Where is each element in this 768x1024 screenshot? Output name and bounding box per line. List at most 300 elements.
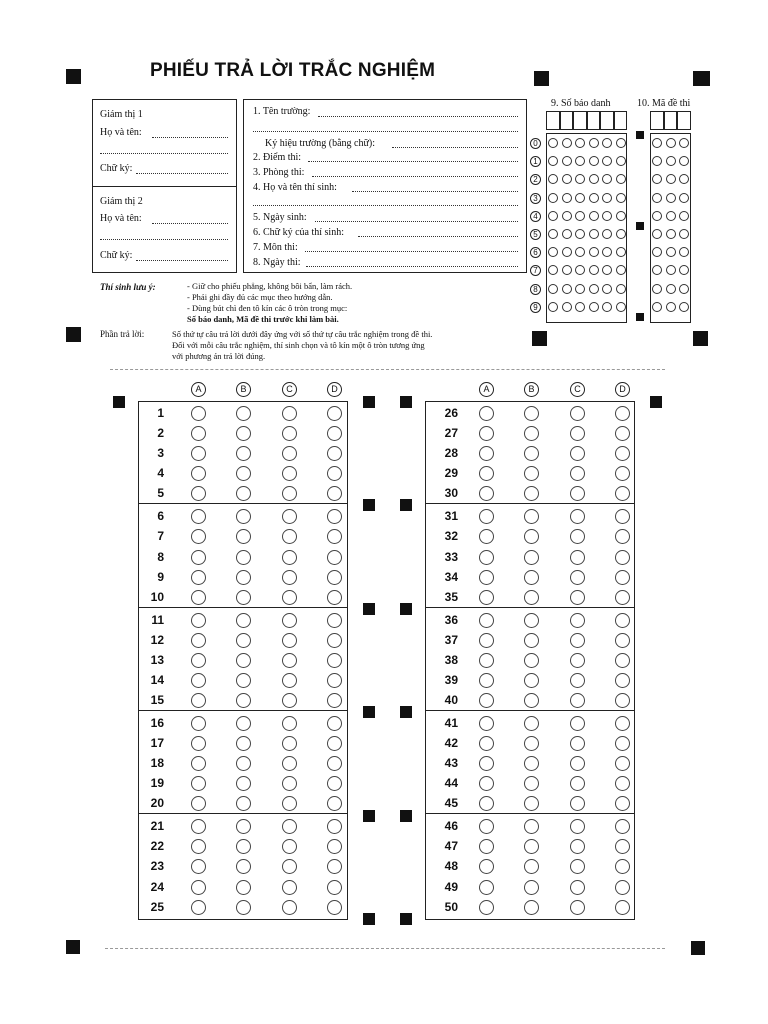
answer-bubble-d[interactable]	[615, 653, 630, 668]
answer-bubble-d[interactable]	[615, 590, 630, 605]
question-number: 27	[444, 426, 458, 441]
answer-bubble-c[interactable]	[570, 736, 585, 751]
candidate-number-write-cell[interactable]	[614, 111, 628, 130]
note-line-4: Số báo danh, Mã đề thi trước khi làm bài.	[187, 314, 339, 324]
answer-bubble-b[interactable]	[236, 570, 251, 585]
timing-mark	[400, 810, 412, 822]
candidate-number-bubble[interactable]	[548, 193, 558, 203]
candidate-signature-line[interactable]	[358, 236, 518, 237]
candidate-number-bubble[interactable]	[602, 229, 612, 239]
candidate-number-bubble[interactable]	[589, 229, 599, 239]
answer-bubble-c[interactable]	[570, 426, 585, 441]
answer-bubble-b[interactable]	[524, 736, 539, 751]
school-code-label: Ký hiệu trường (bằng chữ):	[265, 138, 375, 149]
answer-bubble-d[interactable]	[327, 756, 342, 771]
candidate-number-bubble[interactable]	[548, 211, 558, 221]
timing-mark	[66, 327, 81, 342]
candidate-number-bubble[interactable]	[562, 229, 572, 239]
question-number: 21	[150, 819, 164, 834]
answer-bubble-d[interactable]	[615, 426, 630, 441]
candidate-number-frame	[546, 133, 627, 323]
candidate-name-line[interactable]	[352, 191, 518, 192]
answer-bubble-a[interactable]	[479, 633, 494, 648]
exam-code-bubble[interactable]	[679, 138, 689, 148]
candidate-number-bubble[interactable]	[548, 138, 558, 148]
answer-bubble-d[interactable]	[327, 570, 342, 585]
answer-bubble-c[interactable]	[570, 653, 585, 668]
answer-bubble-b[interactable]	[236, 756, 251, 771]
answer-bubble-d[interactable]	[615, 570, 630, 585]
exam-code-bubble[interactable]	[652, 284, 662, 294]
digit-label: 8	[530, 284, 541, 295]
question-number: 36	[444, 612, 458, 627]
timing-mark	[400, 913, 412, 925]
answer-bubble-d[interactable]	[327, 590, 342, 605]
answer-bubble-c[interactable]	[282, 406, 297, 421]
answer-bubble-c[interactable]	[282, 693, 297, 708]
answer-bubble-b[interactable]	[236, 880, 251, 895]
candidate-number-bubble[interactable]	[562, 156, 572, 166]
candidate-name-line2[interactable]	[253, 205, 518, 206]
exam-site-line[interactable]	[308, 161, 518, 162]
answer-bubble-d[interactable]	[327, 693, 342, 708]
supervisor1-name-line[interactable]	[152, 137, 228, 138]
candidate-number-write-cell[interactable]	[573, 111, 587, 130]
answer-bubble-a[interactable]	[191, 613, 206, 628]
answer-bubble-c[interactable]	[570, 570, 585, 585]
answer-bubble-c[interactable]	[570, 406, 585, 421]
option-header-c: C	[282, 382, 297, 397]
candidate-number-bubble[interactable]	[616, 265, 626, 275]
candidate-number-bubble[interactable]	[562, 138, 572, 148]
answer-bubble-b[interactable]	[524, 716, 539, 731]
answer-intro-line-1: Số thứ tự câu trả lời dưới đây ứng với số thứ tự câu trắc nghiệm trong đề thi.	[172, 329, 433, 339]
answer-bubble-c[interactable]	[282, 550, 297, 565]
exam-code-bubble[interactable]	[666, 284, 676, 294]
answer-bubble-b[interactable]	[236, 633, 251, 648]
answer-bubble-b[interactable]	[524, 693, 539, 708]
timing-mark	[691, 941, 705, 955]
answer-bubble-b[interactable]	[524, 756, 539, 771]
question-number: 37	[444, 632, 458, 647]
exam-code-bubble[interactable]	[666, 211, 676, 221]
room-line[interactable]	[312, 176, 518, 177]
candidate-number-bubble[interactable]	[575, 229, 585, 239]
answer-bubble-c[interactable]	[282, 900, 297, 915]
answer-bubble-a[interactable]	[479, 693, 494, 708]
answer-bubble-c[interactable]	[570, 633, 585, 648]
answer-bubble-c[interactable]	[570, 693, 585, 708]
timing-mark	[693, 331, 708, 346]
group-separator	[425, 710, 635, 711]
candidate-number-bubble[interactable]	[616, 193, 626, 203]
answer-bubble-c[interactable]	[282, 756, 297, 771]
answer-bubble-b[interactable]	[524, 653, 539, 668]
answer-bubble-c[interactable]	[282, 673, 297, 688]
question-number: 8	[157, 549, 164, 564]
answer-bubble-d[interactable]	[327, 406, 342, 421]
question-number: 5	[157, 486, 164, 501]
candidate-number-bubble[interactable]	[575, 211, 585, 221]
candidate-number-bubble[interactable]	[562, 174, 572, 184]
answer-bubble-a[interactable]	[479, 716, 494, 731]
answer-bubble-a[interactable]	[191, 756, 206, 771]
candidate-number-bubble[interactable]	[589, 193, 599, 203]
dob-line[interactable]	[315, 221, 518, 222]
answer-bubble-a[interactable]	[191, 693, 206, 708]
answer-bubble-d[interactable]	[327, 880, 342, 895]
answer-bubble-b[interactable]	[236, 653, 251, 668]
exam-code-bubble[interactable]	[679, 302, 689, 312]
answer-bubble-a[interactable]	[191, 590, 206, 605]
exam-code-label: 10. Mã đề thi	[637, 98, 691, 109]
exam-code-bubble[interactable]	[666, 193, 676, 203]
supervisor1-sign-line[interactable]	[136, 173, 228, 174]
answer-bubble-b[interactable]	[236, 590, 251, 605]
exam-code-bubble[interactable]	[652, 193, 662, 203]
timing-mark	[400, 499, 412, 511]
answer-bubble-a[interactable]	[479, 756, 494, 771]
candidate-number-bubble[interactable]	[616, 229, 626, 239]
question-number: 1	[157, 406, 164, 420]
question-number: 31	[444, 509, 458, 524]
answer-bubble-c[interactable]	[282, 633, 297, 648]
answer-bubble-b[interactable]	[236, 673, 251, 688]
school-code-line[interactable]	[392, 147, 518, 148]
answer-bubble-a[interactable]	[191, 426, 206, 441]
answer-bubble-a[interactable]	[191, 550, 206, 565]
answer-bubble-d[interactable]	[615, 673, 630, 688]
exam-code-bubble[interactable]	[679, 229, 689, 239]
candidate-number-bubble[interactable]	[589, 174, 599, 184]
answer-bubble-a[interactable]	[479, 426, 494, 441]
question-number: 20	[150, 796, 164, 811]
question-number: 38	[444, 652, 458, 667]
answer-bubble-b[interactable]	[524, 550, 539, 565]
subject-line[interactable]	[305, 251, 518, 252]
note-line-1: - Giữ cho phiếu phẳng, không bôi bẩn, làm rách.	[187, 281, 353, 291]
answer-bubble-c[interactable]	[282, 736, 297, 751]
answer-bubble-a[interactable]	[479, 653, 494, 668]
answer-intro-line-2: Đối với mỗi câu trắc nghiệm, thí sinh chọn và tô kín một ô tròn tương ứng	[172, 340, 425, 350]
question-number: 47	[444, 839, 458, 854]
candidate-number-bubble[interactable]	[575, 193, 585, 203]
question-number: 11	[151, 612, 164, 627]
answer-bubble-d[interactable]	[327, 426, 342, 441]
answer-intro-line-3: với phương án trả lời đúng.	[172, 351, 266, 361]
candidate-number-bubble[interactable]	[548, 229, 558, 239]
candidate-number-write-cell[interactable]	[600, 111, 614, 130]
answer-bubble-d[interactable]	[327, 673, 342, 688]
exam-code-bubble[interactable]	[679, 193, 689, 203]
exam-code-bubble[interactable]	[666, 265, 676, 275]
answer-bubble-d[interactable]	[615, 550, 630, 565]
question-number: 29	[444, 466, 458, 481]
supervisors-box	[92, 99, 237, 273]
candidate-number-bubble[interactable]	[589, 265, 599, 275]
school-line[interactable]	[318, 116, 518, 117]
answer-bubble-d[interactable]	[615, 406, 630, 421]
exam-date-label: 8. Ngày thi:	[253, 257, 301, 268]
group-separator	[425, 503, 635, 504]
answer-bubble-c[interactable]	[282, 426, 297, 441]
candidate-number-bubble[interactable]	[616, 211, 626, 221]
candidate-number-bubble[interactable]	[602, 138, 612, 148]
answer-bubble-b[interactable]	[524, 406, 539, 421]
answer-bubble-c[interactable]	[570, 900, 585, 915]
answer-bubble-b[interactable]	[524, 590, 539, 605]
candidate-number-bubble[interactable]	[602, 193, 612, 203]
question-number: 13	[150, 652, 164, 667]
answer-bubble-d[interactable]	[615, 900, 630, 915]
timing-mark	[363, 603, 375, 615]
subject-label: 7. Môn thi:	[253, 242, 298, 253]
answer-bubble-c[interactable]	[570, 880, 585, 895]
answer-bubble-b[interactable]	[236, 550, 251, 565]
question-number: 32	[444, 529, 458, 544]
question-number: 44	[444, 776, 458, 791]
timing-mark	[363, 913, 375, 925]
answer-bubble-d[interactable]	[327, 550, 342, 565]
answer-bubble-a[interactable]	[191, 633, 206, 648]
exam-code-bubble[interactable]	[666, 174, 676, 184]
exam-date-line[interactable]	[306, 266, 518, 267]
divider-line	[110, 369, 665, 370]
answer-bubble-b[interactable]	[524, 570, 539, 585]
answer-bubble-a[interactable]	[479, 570, 494, 585]
answer-bubble-c[interactable]	[570, 716, 585, 731]
answer-bubble-a[interactable]	[191, 736, 206, 751]
answer-bubble-a[interactable]	[479, 590, 494, 605]
digit-label: 4	[530, 211, 541, 222]
question-number: 33	[444, 549, 458, 564]
answer-bubble-c[interactable]	[570, 613, 585, 628]
supervisor2-name-line[interactable]	[152, 223, 228, 224]
supervisor2-sign-line[interactable]	[136, 260, 228, 261]
candidate-number-bubble[interactable]	[562, 302, 572, 312]
answer-bubble-b[interactable]	[524, 880, 539, 895]
note-line-3: - Dùng bút chì đen tô kín các ô tròn trong mục:	[187, 303, 348, 313]
answer-bubble-a[interactable]	[479, 736, 494, 751]
candidate-number-bubble[interactable]	[602, 302, 612, 312]
timing-mark	[534, 71, 549, 86]
answer-bubble-b[interactable]	[236, 736, 251, 751]
answer-bubble-b[interactable]	[524, 613, 539, 628]
exam-code-bubble[interactable]	[652, 302, 662, 312]
answer-bubble-c[interactable]	[570, 756, 585, 771]
question-number: 22	[150, 839, 164, 854]
timing-mark	[400, 396, 412, 408]
candidate-number-bubble[interactable]	[548, 302, 558, 312]
exam-code-bubble[interactable]	[652, 229, 662, 239]
candidate-number-bubble[interactable]	[616, 284, 626, 294]
option-header-b: B	[524, 382, 539, 397]
page-title: PHIẾU TRẢ LỜI TRẮC NGHIỆM	[150, 60, 436, 81]
candidate-number-label: 9. Số báo danh	[551, 98, 611, 109]
candidate-number-bubble[interactable]	[562, 193, 572, 203]
candidate-number-bubble[interactable]	[575, 138, 585, 148]
option-header-c: C	[570, 382, 585, 397]
candidate-number-bubble[interactable]	[616, 247, 626, 257]
answer-bubble-c[interactable]	[570, 590, 585, 605]
exam-code-bubble[interactable]	[666, 229, 676, 239]
answer-bubble-a[interactable]	[191, 673, 206, 688]
answer-bubble-b[interactable]	[236, 900, 251, 915]
answer-bubble-b[interactable]	[236, 716, 251, 731]
candidate-number-bubble[interactable]	[589, 302, 599, 312]
answer-bubble-d[interactable]	[615, 633, 630, 648]
question-number: 49	[444, 879, 458, 894]
group-separator	[138, 710, 348, 711]
question-number: 30	[444, 486, 458, 501]
question-number: 46	[444, 819, 458, 834]
candidate-number-write-cell[interactable]	[587, 111, 601, 130]
answer-bubble-d[interactable]	[615, 716, 630, 731]
timing-mark	[363, 706, 375, 718]
answer-bubble-a[interactable]	[191, 570, 206, 585]
answer-bubble-d[interactable]	[615, 756, 630, 771]
candidate-number-bubble[interactable]	[589, 138, 599, 148]
candidate-number-bubble[interactable]	[575, 284, 585, 294]
candidate-number-bubble[interactable]	[589, 247, 599, 257]
candidate-number-bubble[interactable]	[616, 156, 626, 166]
exam-code-bubble[interactable]	[666, 302, 676, 312]
option-header-d: D	[327, 382, 342, 397]
answer-bubble-a[interactable]	[479, 550, 494, 565]
answer-bubble-c[interactable]	[282, 590, 297, 605]
answer-bubble-a[interactable]	[479, 900, 494, 915]
supervisor1-name-line2[interactable]	[100, 153, 228, 154]
answer-bubble-c[interactable]	[282, 716, 297, 731]
candidate-number-bubble[interactable]	[602, 211, 612, 221]
exam-code-bubble[interactable]	[652, 138, 662, 148]
supervisor1-name-label: Họ và tên:	[100, 127, 142, 138]
candidate-number-bubble[interactable]	[589, 156, 599, 166]
answer-bubble-c[interactable]	[282, 880, 297, 895]
answer-bubble-c[interactable]	[570, 550, 585, 565]
digit-label: 5	[530, 229, 541, 240]
answer-bubble-c[interactable]	[570, 673, 585, 688]
exam-code-bubble[interactable]	[666, 156, 676, 166]
answer-bubble-d[interactable]	[615, 613, 630, 628]
timing-mark	[113, 396, 125, 408]
school-line2[interactable]	[253, 131, 518, 132]
candidate-number-bubble[interactable]	[616, 174, 626, 184]
answer-bubble-b[interactable]	[524, 900, 539, 915]
candidate-number-bubble[interactable]	[548, 284, 558, 294]
question-number: 4	[157, 466, 164, 481]
exam-code-write-cell[interactable]	[650, 111, 664, 130]
candidate-number-bubble[interactable]	[616, 302, 626, 312]
answer-bubble-a[interactable]	[479, 673, 494, 688]
answer-bubble-b[interactable]	[524, 673, 539, 688]
answer-bubble-c[interactable]	[282, 653, 297, 668]
answer-bubble-d[interactable]	[327, 716, 342, 731]
answer-bubble-b[interactable]	[236, 613, 251, 628]
answer-bubble-d[interactable]	[615, 693, 630, 708]
answer-bubble-a[interactable]	[191, 653, 206, 668]
answer-bubble-c[interactable]	[282, 570, 297, 585]
answer-bubble-d[interactable]	[327, 633, 342, 648]
timing-mark	[650, 396, 662, 408]
answer-bubble-a[interactable]	[479, 880, 494, 895]
answer-bubble-d[interactable]	[327, 613, 342, 628]
timing-mark	[363, 810, 375, 822]
answer-bubble-d[interactable]	[327, 736, 342, 751]
timing-mark	[363, 396, 375, 408]
candidate-number-bubble[interactable]	[575, 302, 585, 312]
timing-mark	[532, 331, 547, 346]
exam-code-bubble[interactable]	[679, 284, 689, 294]
supervisor1-sign-label: Chữ ký:	[100, 163, 133, 174]
timing-mark	[400, 706, 412, 718]
question-number: 10	[150, 589, 164, 604]
answer-bubble-d[interactable]	[327, 900, 342, 915]
answer-section-label: Phần trả lời:	[100, 329, 145, 339]
supervisor2-sign-label: Chữ ký:	[100, 250, 133, 261]
answer-bubble-a[interactable]	[191, 880, 206, 895]
candidate-number-bubble[interactable]	[562, 265, 572, 275]
exam-code-bubble[interactable]	[679, 211, 689, 221]
question-number: 39	[444, 672, 458, 687]
group-separator	[138, 607, 348, 608]
candidate-number-write-cell[interactable]	[546, 111, 560, 130]
timing-mark	[693, 71, 710, 86]
candidate-number-bubble[interactable]	[589, 284, 599, 294]
answer-bubble-b[interactable]	[236, 406, 251, 421]
answer-bubble-d[interactable]	[615, 880, 630, 895]
exam-code-bubble[interactable]	[652, 211, 662, 221]
answer-bubble-c[interactable]	[282, 613, 297, 628]
exam-code-write-cell[interactable]	[664, 111, 678, 130]
candidate-number-bubble[interactable]	[562, 247, 572, 257]
candidate-number-write-cell[interactable]	[560, 111, 574, 130]
question-number: 2	[157, 426, 164, 441]
candidate-number-bubble[interactable]	[589, 211, 599, 221]
supervisor2-title: Giám thị 2	[100, 196, 143, 207]
answer-bubble-b[interactable]	[524, 633, 539, 648]
question-number: 25	[150, 899, 164, 914]
candidate-number-bubble[interactable]	[562, 284, 572, 294]
answer-bubble-a[interactable]	[191, 900, 206, 915]
answer-bubble-d[interactable]	[615, 736, 630, 751]
answer-bubble-d[interactable]	[327, 653, 342, 668]
timing-mark	[636, 313, 644, 321]
question-number: 17	[150, 736, 164, 750]
candidate-number-bubble[interactable]	[616, 138, 626, 148]
candidate-number-bubble[interactable]	[562, 211, 572, 221]
supervisor2-name-line2[interactable]	[100, 239, 228, 240]
exam-code-bubble[interactable]	[666, 138, 676, 148]
answer-bubble-a[interactable]	[479, 613, 494, 628]
digit-label: 2	[530, 174, 541, 185]
answer-bubble-b[interactable]	[236, 426, 251, 441]
question-number: 15	[150, 693, 164, 707]
answer-bubble-b[interactable]	[524, 426, 539, 441]
exam-code-bubble[interactable]	[666, 247, 676, 257]
answer-bubble-a[interactable]	[191, 406, 206, 421]
question-number: 3	[157, 446, 164, 461]
exam-code-write-cell[interactable]	[677, 111, 691, 130]
group-separator	[138, 813, 348, 814]
question-number: 16	[150, 715, 164, 730]
question-number: 48	[444, 859, 458, 874]
answer-bubble-b[interactable]	[236, 693, 251, 708]
supervisor2-name-label: Họ và tên:	[100, 213, 142, 224]
answer-bubble-a[interactable]	[479, 406, 494, 421]
answer-bubble-a[interactable]	[191, 716, 206, 731]
candidate-number-bubble[interactable]	[602, 284, 612, 294]
